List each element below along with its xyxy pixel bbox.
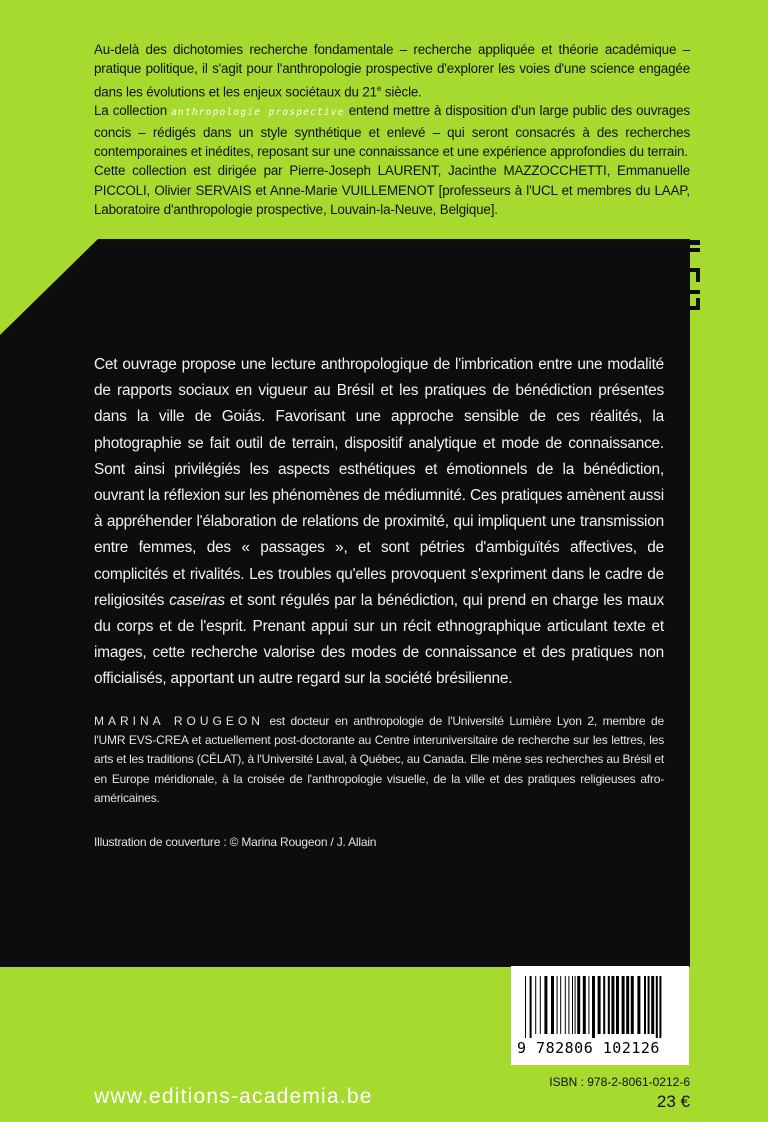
barcode-bar	[637, 976, 640, 1034]
barcode-bar	[631, 976, 634, 1034]
barcode-bar	[572, 976, 573, 1034]
barcode-bar	[648, 976, 650, 1034]
barcode-bar	[622, 976, 625, 1034]
author-bio: MARINA ROUGEON est docteur en anthropologie de l'Université Lumière Lyon 2, membre de l'UMR EVS-CREA et actuellement post-doctorante au Centre interuniversitaire de recherche sur les lettres, les arts et les traditions (CÉLAT), à l'Université Laval, à Québec, au Canada. Elle mène ses recherches au Brésil et en Europe méridionale, à la croisée de l'anthropologie visuelle, de la ville et des pratiques religieuses afro-américaines.	[94, 714, 664, 805]
book-summary: Cet ouvrage propose une lecture anthropologique de l'imbrication entre une modalité de rapports sociaux en vigueur au Brésil et les pratiques de bénédiction présentes dans la ville de Goiás. Favorisant une approche sensible de ces réalités, la photographie se fait outil de terrain, dispositif analytique et mode de connaissance. Sont ainsi privilégiés les aspects esthétiques et émotionnels de la bénédiction, ouvrant la réflexion sur les phénomènes de médiumnité. Ces pratiques amènent aussi à appréhender l'élaboration de relations de proximité, qui impliquent une transmission entre femmes, des « passages », et sont pétries d'ambiguïtés affectives, de complicités et rivalités. Les troubles qu'elles provoquent s'expriment dans le cadre de religiosités caseiras et sont régulés par la bénédiction, qui prend en charge les maux du corps et de l'esprit. Prenant appui sur un récit ethnographique articulant texte et images, cette recherche valorise des modes de connaissance et des pratiques non officialisés, apportant un autre regard sur la société brésilienne.	[94, 356, 664, 688]
collection-purpose: La collection anthropologie prospective entend mettre à disposition d'un large public des ouvrages concis – rédigés dans un style synthétique et enlevé – qui seront consacrés à des recherches contemporaines et inédites, reposant sur une connaissance et une expérience approfondies du terrain.	[94, 103, 690, 159]
barcode-bar	[565, 976, 566, 1034]
barcode-bar	[592, 976, 595, 1038]
barcode-bar	[644, 976, 646, 1034]
barcode-bar	[560, 976, 561, 1034]
barcode-bar	[651, 976, 654, 1034]
barcode-bar	[551, 976, 554, 1034]
barcode-bar	[616, 976, 619, 1034]
barcode-bar	[603, 976, 605, 1034]
barcode-bar	[656, 976, 658, 1038]
series-name: anthropologie prospective	[171, 107, 345, 119]
spine-logo-icon	[676, 238, 704, 314]
barcode-bar	[626, 976, 629, 1034]
collection-direction: Cette collection est dirigée par Pierre-Joseph LAURENT, Jacinthe MAZZOCCHETTI, Emmanuelle PICCOLI, Olivier SERVAIS et Anne-Marie VUILLEMENOT [professeurs à l'UCL et membres du LAAP, Laboratoire d'anthropologie prospective, Louvain-la-Neuve, Belgique].	[94, 163, 690, 217]
price: 23 €	[656, 1092, 690, 1111]
website-url[interactable]: www.editions-academia.be	[94, 1085, 373, 1108]
barcode-bar	[540, 976, 541, 1034]
barcode-bar	[611, 976, 614, 1034]
collection-description	[94, 40, 690, 219]
barcode-bar	[575, 976, 576, 1034]
barcode-bar	[588, 976, 589, 1034]
barcode-bar	[544, 976, 547, 1034]
barcode-bar	[568, 976, 569, 1034]
barcode-bar	[577, 976, 580, 1034]
isbn: ISBN : 978-2-8061-0212-6	[549, 1075, 690, 1089]
barcode-bar	[598, 976, 601, 1034]
collection-intro: Au-delà des dichotomies recherche fondamentale – recherche appliquée et théorie académique – pratique politique, il s'agit pour l'anthropologie prospective d'explorer les voies d'une science engagée dans les évolutions et les enjeux sociétaux du 21e siècle.	[94, 42, 690, 100]
barcode-bar	[525, 976, 526, 1038]
cover-credit: Illustration de couverture : © Marina Rougeon / J. Allain	[94, 835, 377, 849]
barcode-bar	[530, 976, 532, 1038]
barcode-bar	[659, 976, 661, 1038]
barcode-bar	[535, 976, 536, 1034]
barcode-bar	[608, 976, 610, 1034]
author-name: MARINA ROUGEON	[94, 714, 264, 728]
barcode-digits: 9 782806 102126	[517, 1039, 660, 1057]
barcode	[511, 966, 689, 1065]
italic-term: caseiras	[169, 591, 225, 609]
barcode-bar	[583, 976, 586, 1034]
barcode-bars	[525, 976, 677, 1038]
barcode-bar	[557, 976, 558, 1034]
